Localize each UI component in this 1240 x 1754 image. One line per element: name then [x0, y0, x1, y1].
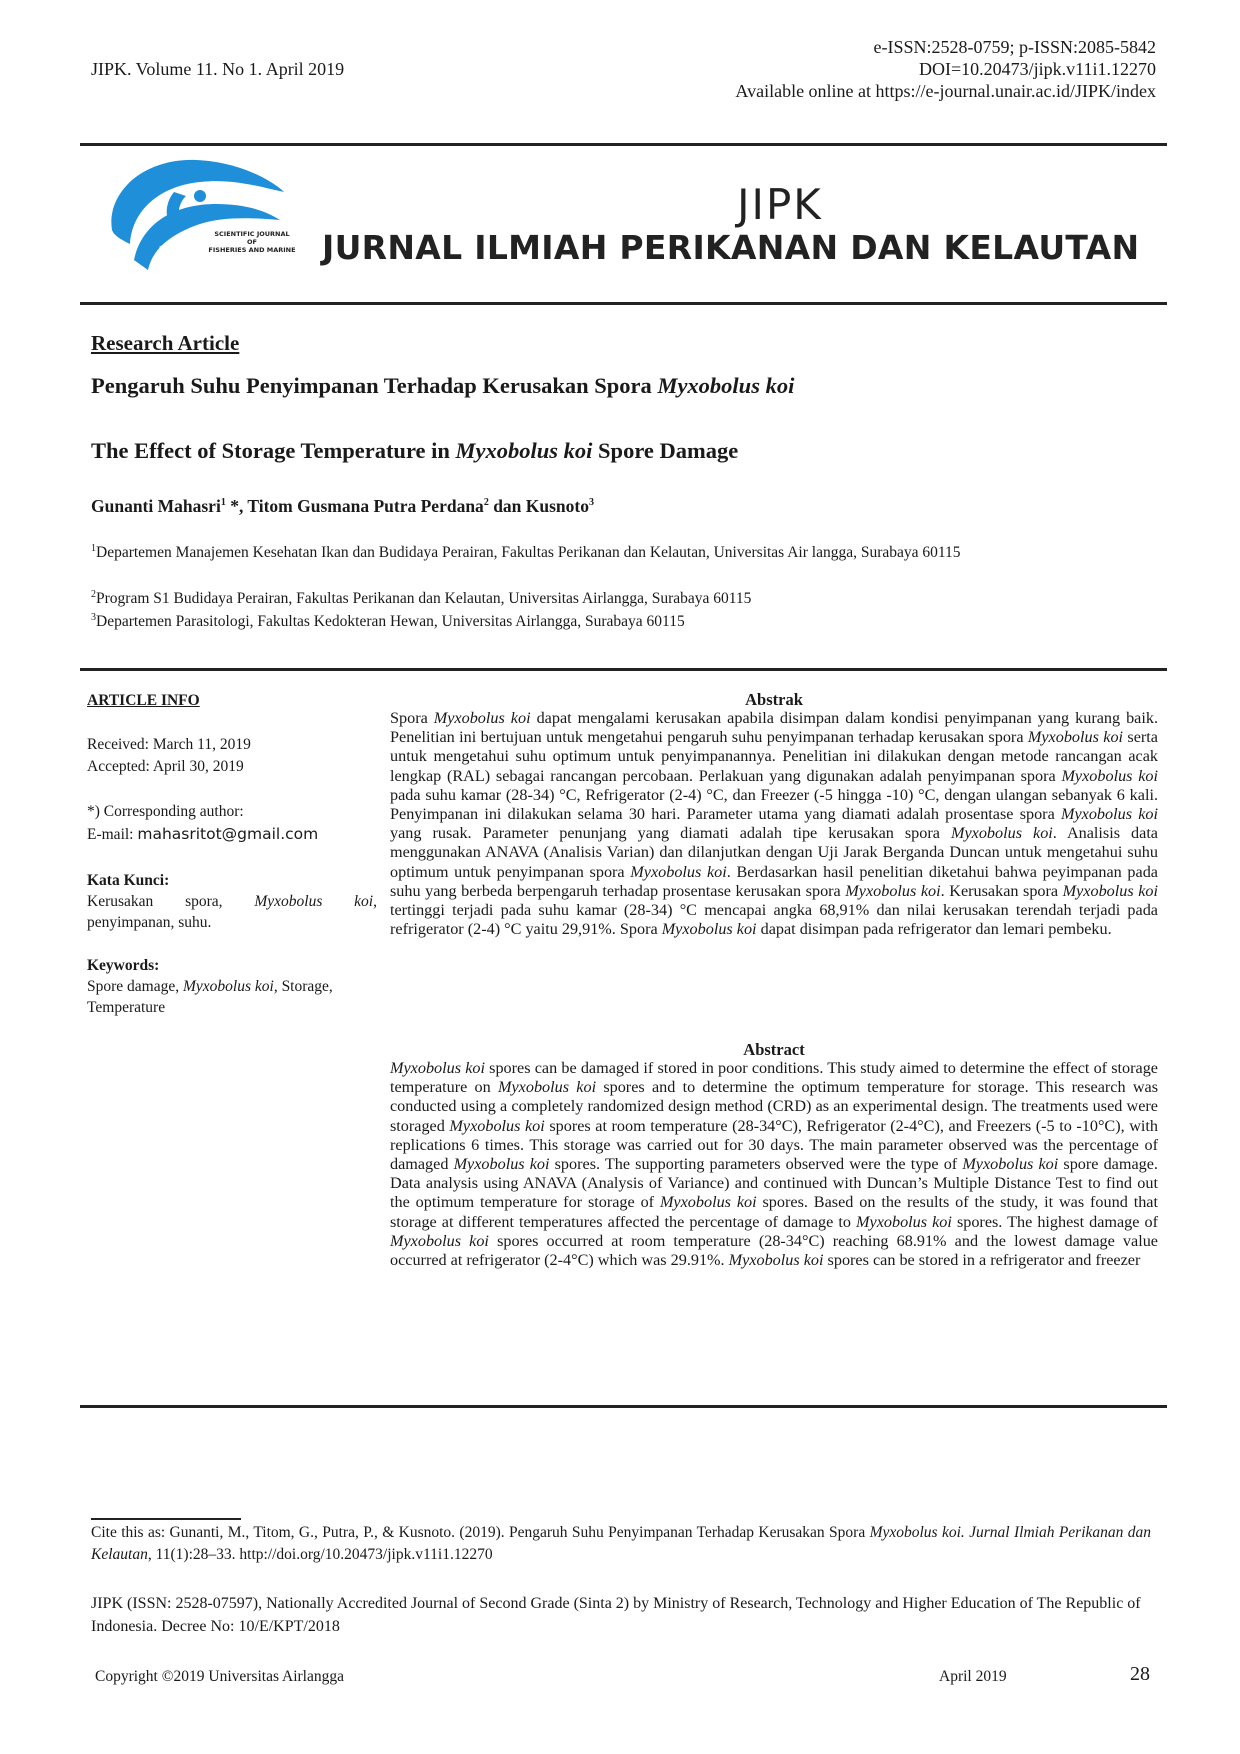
affiliation-3: $^3$Departemen Parasitologi, Fakultas Kedokteran Hewan, Universitas Airlangga, Surabaya 60115 — [91, 611, 685, 630]
species-name: Myxobolus koi — [856, 1212, 952, 1231]
abstract-text: Myxobolus koi spores can be damaged if stored in poor conditions. This study aimed to determine the effect of storage temperature on Myxobolus koi spores and to determine the optimum temperature for storage. This research was conducted using a completely randomized design method (CRD) as an experimental design. The treatments used were storaged Myxobolus koi spores at room temperature (28-34°C), Refrigerator (2-4°C), and Freezers (-5 to -10°C), with replications 6 times. This storage was carried out for 30 days. The main parameter observed was the percentage of damaged Myxobolus koi spores. The supporting parameters observed were the type of Myxobolus koi spore damage. Data analysis using ANAVA (Analysis of Variance) and continued with Duncan’s Multiple Distance Test to find out the optimum temperature for storage of Myxobolus koi spores. Based on the results of the study, it was found that storage at different temperatures affected the percentage of damage to Myxobolus koi spores. The highest damage of Myxobolus koi spores occurred at room temperature (28-34°C) reaching 68.91% and the lowest damage value occurred at refrigerator (2-4°C) which was 29.91%. Myxobolus koi spores can be stored in a refrigerator and freezer — [390, 1059, 1158, 1270]
info-top-rule — [80, 668, 1167, 671]
email-line: E-mail: mahasritot@gmail.com — [87, 825, 319, 843]
abstract-bottom-rule — [80, 1405, 1167, 1408]
abstrak-heading: Abstrak — [745, 690, 803, 709]
species-name: Myxobolus koi — [845, 881, 941, 900]
citation: Cite this as: Gunanti, M., Titom, G., Putra, P., & Kusnoto. (2019). Pengaruh Suhu Penyimpanan Terhadap Kerusakan Spora Myxobolus koi. Jurnal Ilmiah Perikanan dan Kelautan, 11(1):28–33. http://doi.org/10.20473/jipk.v11i1.12270 — [91, 1524, 1152, 1563]
kata-kunci-label: Kata Kunci: — [87, 872, 170, 889]
species-name: Myxobolus koi — [1061, 766, 1158, 785]
author-list: Gunanti Mahasri$^1$ *, Titom Gusmana Putra Perdana$^2$ dan Kusnoto$^3$ — [91, 496, 594, 516]
journal-logo — [104, 152, 304, 287]
species-name: Myxobolus koi — [659, 1193, 757, 1212]
abstrak-text: Spora Myxobolus koi dapat mengalami kerusakan apabila disimpan dalam kondisi penyimpanan yang kurang baik. Penelitian ini bertujuan untuk mengetahui pengaruh suhu penyimpanan terhadap kerusakan spora Myxobolus koi serta untuk mengetahui suhu optimum untuk penyimpanannya. Penelitian ini dilakukan dengan metode rancangan acak lengkap (RAL) sebagai rancangan percobaan. Perlakuan yang digunakan adalah penyimpanan spora Myxobolus koi pada suhu kamar (28-34) °C, Refrigerator (2-4) °C, dan Freezer (-5 hingga -10) °C, dengan ulangan sebanyak 6 kali. Penyimpanan ini dilakukan selama 30 hari. Parameter utama yang diamati adalah prosentase spora Myxobolus koi yang rusak. Parameter penunjang yang diamati adalah tipe kerusakan spora Myxobolus koi. Analisis data menggunakan ANAVA (Analisis Varian) dan dilanjutkan dengan Uji Jarak Berganda Duncan untuk mengetahui suhu optimum untuk penyimpanan spora Myxobolus koi. Berdasarkan hasil penelitian diketahui bahwa peyimpanan pada suhu yang berbeda berpengaruh terhadap prosentase kerusakan spora Myxobolus koi. Kerusakan spora Myxobolus koi tertinggi terjadi pada suhu kamar (28-34) °C mencapai angka 68,91% dan nilai kerusakan terendah terjadi pada refrigerator (2-4) °C yaitu 29,91%. Spora Myxobolus koi dapat disimpan pada refrigerator dan lemari pembeku. — [390, 709, 1158, 939]
article-info-heading: ARTICLE INFO — [87, 692, 200, 709]
accepted-date: Accepted: April 30, 2019 — [87, 758, 244, 775]
doi-line: DOI=10.20473/jipk.v11i1.12270 — [919, 59, 1156, 79]
email-link[interactable]: mahasritot@gmail.com — [137, 825, 319, 843]
logo-caption: SCIENTIFIC JOURNAL OF FISHERIES AND MARINE — [208, 230, 296, 254]
species-name: Myxobolus koi — [1027, 728, 1124, 747]
corresponding-author-label: *) Corresponding author: — [87, 803, 244, 820]
species-name: Myxobolus koi — [728, 1251, 824, 1270]
species-name: Myxobolus koi — [1062, 881, 1158, 900]
received-date: Received: March 11, 2019 — [87, 736, 251, 753]
page-number: 28 — [1130, 1663, 1150, 1685]
species-name: Myxobolus koi — [661, 920, 757, 939]
fish-logo-icon — [104, 152, 304, 287]
species-name: Myxobolus koi — [453, 1155, 550, 1174]
title-indonesian: Pengaruh Suhu Penyimpanan Terhadap Kerusakan Spora Myxobolus koi — [91, 373, 795, 398]
keywords-label: Keywords: — [87, 957, 160, 974]
journal-name: JURNAL ILMIAH PERIKANAN DAN KELAUTAN — [322, 228, 1140, 267]
journal-acronym: JIPK — [737, 180, 823, 229]
species-name: Myxobolus koi — [390, 1231, 489, 1250]
accreditation-note: JIPK (ISSN: 2528-07597), Nationally Accredited Journal of Second Grade (Sinta 2) by Ministry of Research, Technology and Higher Education of The Republic of Indonesia. Decree No: 10/E/KPT/2018 — [91, 1595, 1141, 1635]
species-name: Myxobolus koi — [498, 1078, 597, 1097]
species-name: Myxobolus koi — [449, 1116, 545, 1135]
footer-date: April 2019 — [939, 1668, 1007, 1685]
citation-rule — [91, 1518, 241, 1520]
availability-line: Available online at https://e-journal.unair.ac.id/JIPK/index — [735, 81, 1156, 101]
keywords-list: Spore damage, Myxobolus koi, Storage, Temperature — [87, 978, 333, 1016]
title-english: The Effect of Storage Temperature in Myxobolus koi Spore Damage — [91, 438, 739, 463]
running-header-left: JIPK. Volume 11. No 1. April 2019 — [91, 59, 345, 79]
species-name: Myxobolus koi — [433, 709, 531, 727]
affiliation-2: $^2$Program S1 Budidaya Perairan, Fakultas Perikanan dan Kelautan, Universitas Airlangga, Surabaya 60115 — [91, 588, 752, 607]
running-header-right — [735, 36, 1156, 102]
species-name: Myxobolus koi — [390, 1059, 485, 1077]
masthead-bottom-rule — [80, 302, 1167, 305]
species-name: Myxobolus koi — [950, 824, 1053, 843]
affiliation-1: $^1$Departemen Manajemen Kesehatan Ikan dan Budidaya Perairan, Fakultas Perikanan dan Kelautan, Universitas Air langga, Surabaya 60115 — [91, 542, 961, 561]
masthead-top-rule — [80, 143, 1167, 146]
species-name: Myxobolus koi — [962, 1155, 1059, 1174]
species-name: Myxobolus koi — [630, 862, 727, 881]
kata-kunci-list: Kerusakan spora, Myxobolus koi, penyimpanan, suhu. — [87, 893, 377, 931]
species-name: Myxobolus koi — [1060, 805, 1158, 824]
article-type: Research Article — [91, 331, 240, 355]
abstract-heading: Abstract — [743, 1040, 805, 1059]
copyright: Copyright ©2019 Universitas Airlangga — [95, 1668, 344, 1685]
issn-line: e-ISSN:2528-0759; p-ISSN:2085-5842 — [873, 37, 1156, 57]
